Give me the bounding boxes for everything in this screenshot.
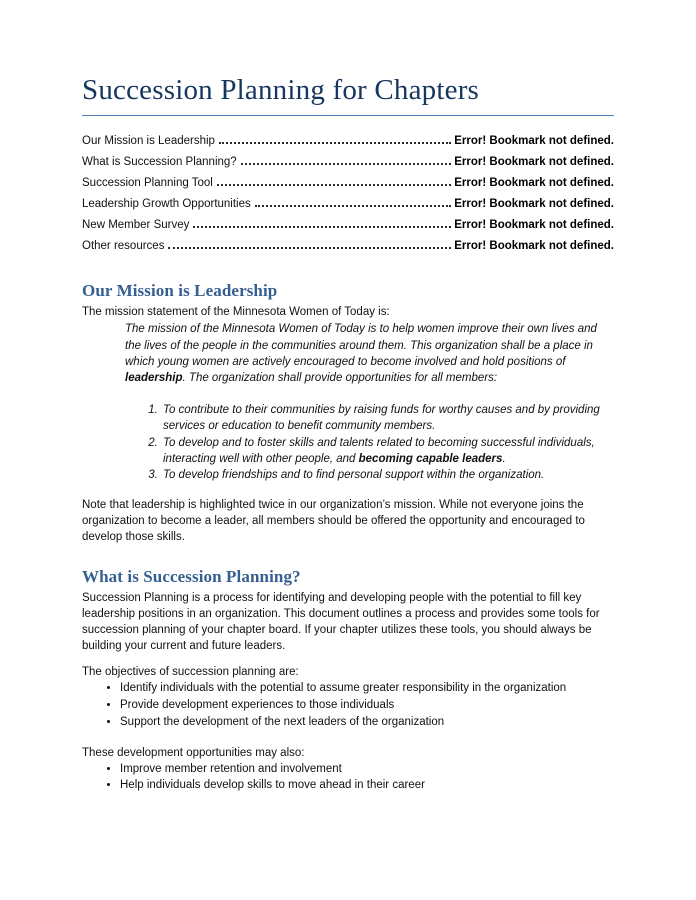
mission-list-item-post: . <box>502 452 506 465</box>
section-heading-planning: What is Succession Planning? <box>82 567 301 587</box>
toc-entry-ref: Error! Bookmark not defined. <box>454 219 614 232</box>
toc-dot-leader <box>241 163 452 165</box>
mission-list-item-bold: becoming capable leaders <box>358 452 503 465</box>
section-mission <box>82 281 614 545</box>
development-item: • Help individuals develop skills to move ahead in their career <box>120 777 614 794</box>
toc-entry <box>82 156 614 177</box>
document-title: Succession Planning for Chapters <box>82 74 614 116</box>
toc-dot-leader <box>168 247 451 249</box>
objective-item: • Provide development experiences to those individuals <box>120 697 614 714</box>
mission-note: Note that leadership is highlighted twice in our organization’s mission. While not everyone joins the organization to become a leader, all members should be offered the opportunity and encouraged to develop those skills. <box>82 499 585 544</box>
toc-dot-leader <box>217 184 451 186</box>
mission-list-item <box>161 435 614 467</box>
toc-entry-ref: Error! Bookmark not defined. <box>454 198 614 211</box>
toc-entry-label: Other resources <box>82 240 165 253</box>
mission-list-item-pre: To contribute to their communities by raising funds for worthy causes and by providing services or education to benefit community members. <box>163 404 600 433</box>
section-planning <box>82 567 614 794</box>
toc-dot-leader <box>219 142 451 144</box>
development-list <box>82 761 614 795</box>
toc-entry-label: Our Mission is Leadership <box>82 135 215 148</box>
toc-entry <box>82 219 614 240</box>
mission-intro: The mission statement of the Minnesota Women of Today is: <box>82 306 390 319</box>
mission-list-item-pre: To develop and to foster skills and talents related to becoming successful individuals, interacting well with other people, and <box>163 436 595 465</box>
toc-dot-leader <box>193 226 451 228</box>
toc-entry <box>82 240 614 261</box>
mission-list-item <box>161 402 614 434</box>
objectives-intro: The objectives of succession planning are: <box>82 666 299 679</box>
mission-list-item-pre: To develop friendships and to find personal support within the organization. <box>163 468 545 481</box>
mission-quote-post: . The organization shall provide opportunities for all members: <box>182 371 498 384</box>
objectives-list <box>82 680 614 730</box>
mission-numbered-list <box>82 402 614 483</box>
toc-entry <box>82 198 614 219</box>
toc-entry-ref: Error! Bookmark not defined. <box>454 177 614 190</box>
mission-quote-pre: The mission of the Minnesota Women of Today is to help women improve their own lives and the lives of the people in the communities around them. This organization shall be a place in which young women are actively encouraged to become involved and hold positions of <box>125 323 597 368</box>
toc-entry-ref: Error! Bookmark not defined. <box>454 135 614 148</box>
toc-entry-ref: Error! Bookmark not defined. <box>454 240 614 253</box>
development-intro: These development opportunities may also: <box>82 746 305 759</box>
planning-body: Succession Planning is a process for identifying and developing people with the potential to fill key leadership positions in an organization. This document outlines a process and provides some tools for succession planning of your chapter board. If your chapter utilizes these tools, you should always be building your current and future leaders. <box>82 592 600 653</box>
mission-quote <box>125 321 614 386</box>
toc-entry-label: What is Succession Planning? <box>82 156 237 169</box>
objective-item: • Identify individuals with the potential to assume greater responsibility in the organization <box>120 680 614 697</box>
toc-dot-leader <box>255 205 451 207</box>
mission-quote-bold: leadership <box>125 371 183 384</box>
development-item: • Improve member retention and involvement <box>120 761 614 778</box>
toc-entry-ref: Error! Bookmark not defined. <box>454 156 614 169</box>
objective-item: • Support the development of the next leaders of the organization <box>120 714 614 731</box>
toc-entry <box>82 177 614 198</box>
toc-entry-label: Leadership Growth Opportunities <box>82 198 251 211</box>
section-heading-mission: Our Mission is Leadership <box>82 281 278 301</box>
toc-entry-label: New Member Survey <box>82 219 190 232</box>
toc-entry <box>82 135 614 156</box>
toc-entry-label: Succession Planning Tool <box>82 177 213 190</box>
mission-list-item <box>161 467 614 483</box>
table-of-contents <box>82 135 614 261</box>
